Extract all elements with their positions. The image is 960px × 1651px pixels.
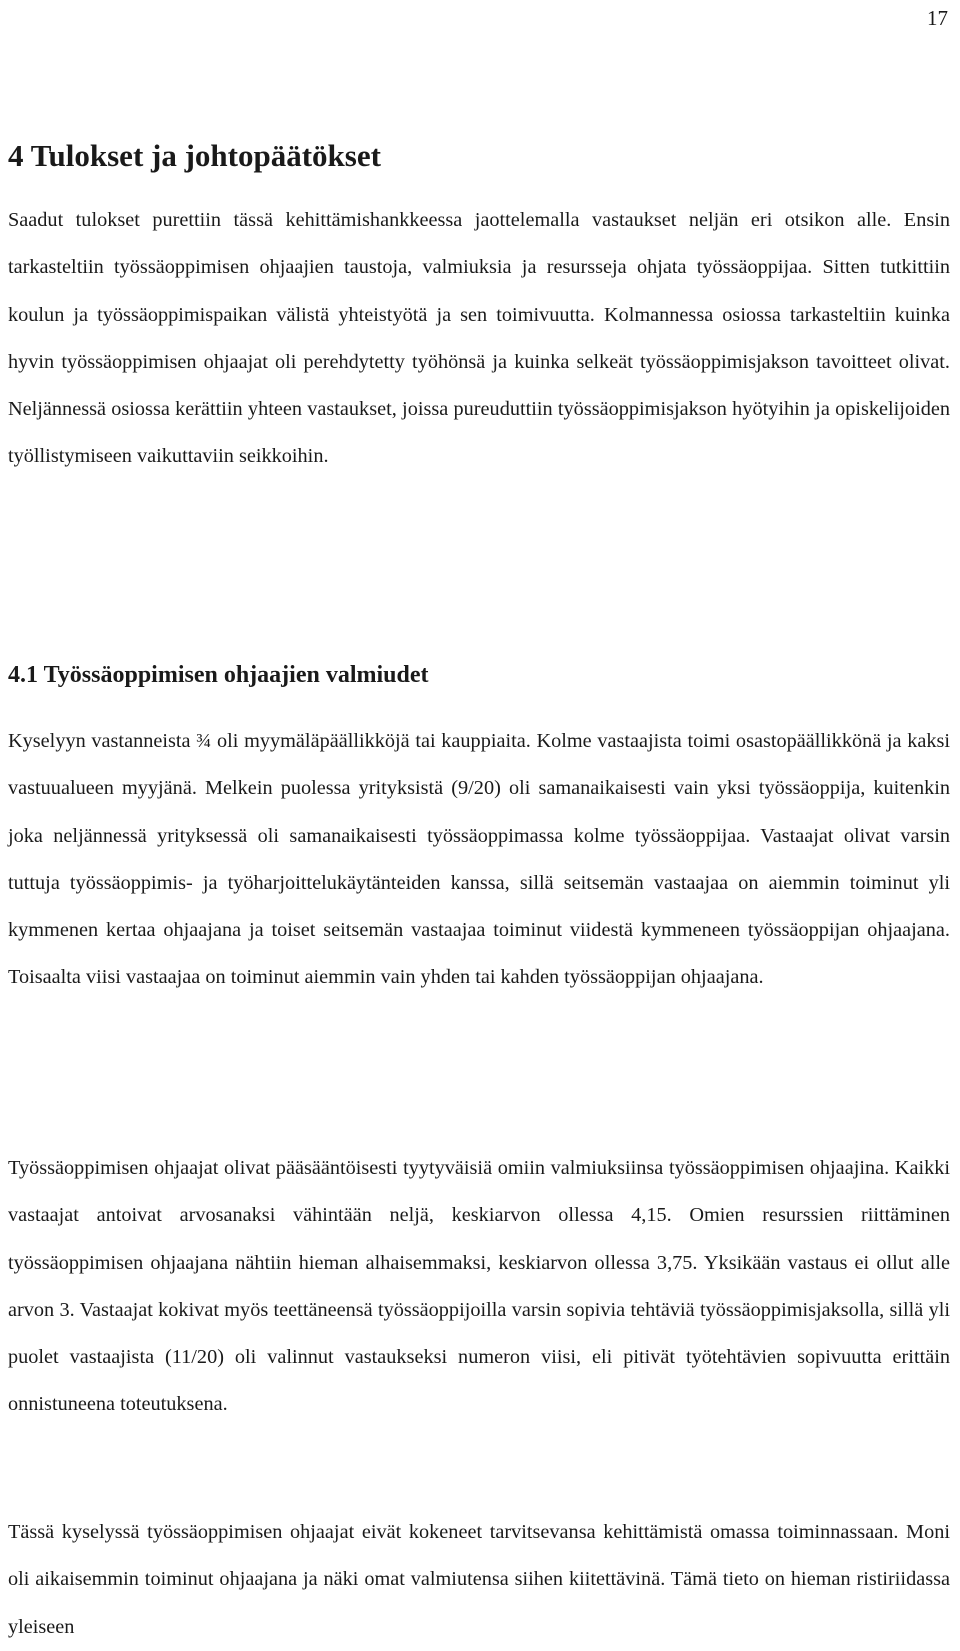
page-number: 17 xyxy=(927,6,948,30)
subsection-heading: 4.1 Työssäoppimisen ohjaajien valmiudet xyxy=(8,662,429,688)
section-heading: 4 Tulokset ja johtopäätökset xyxy=(8,138,381,173)
body-paragraph-3: Tässä kyselyssä työssäoppimisen ohjaajat eivät kokeneet tarvitsevansa kehittämistä omassa toiminnassaan. Moni oli aikaisemmin toiminut ohjaajana ja näki omat valmiutensa siihen kiitettävinä. Tämä tieto on hieman ristiriidassa yleiseen xyxy=(8,1521,950,1638)
intro-paragraph: Saadut tulokset purettiin tässä kehittämishankkeessa jaottelemalla vastaukset neljän eri otsikon alle. Ensin tarkasteltiin työssäoppimisen ohjaajien taustoja, valmiuksia ja resursseja ohjata työssäoppijaa. Sitten tutkittiin koulun ja työssäoppimispaikan välistä yhteistyötä ja sen toimivuutta. Kolmannessa osiossa tarkasteltiin kuinka hyvin työssäoppimisen ohjaajat oli perehdytetty työhönsä ja kuinka selkeät työssäoppimisjakson tavoitteet olivat. Neljännessä osiossa kerättiin yhteen vastaukset, joissa pureuduttiin työssäoppimisjakson hyötyihin ja opiskelijoiden työllistymiseen vaikuttaviin seikkoihin. xyxy=(8,209,950,468)
body-paragraph-1: Kyselyyn vastanneista ¾ oli myymäläpäällikköjä tai kauppiaita. Kolme vastaajista toimi osastopäällikkönä ja kaksi vastuualueen myyjänä. Melkein puolessa yrityksistä (9/20) oli samanaikaisesti vain yksi työssäoppija, kuitenkin joka neljännessä yrityksessä oli samanaikaisesti työssäoppimassa kolme työssäoppijaa. Vastaajat olivat varsin tuttuja työssäoppimis- ja työharjoittelukäytänteiden kanssa, sillä seitsemän vastaajaa on aiemmin toiminut yli kymmenen kertaa ohjaajana ja toiset seitsemän vastaajaa toiminut viidestä kymmeneen työssäoppijan ohjaajana. Toisaalta viisi vastaajaa on toiminut aiemmin vain yhden tai kahden työssäoppijan ohjaajana. xyxy=(8,730,950,989)
body-paragraph-2: Työssäoppimisen ohjaajat olivat pääsääntöisesti tyytyväisiä omiin valmiuksiinsa työssäoppimisen ohjaajina. Kaikki vastaajat antoivat arvosanaksi vähintään neljä, keskiarvon ollessa 4,15. Omien resurssien riittäminen työssäoppimisen ohjaajana nähtiin hieman alhaisemmaksi, keskiarvon ollessa 3,75. Yksikään vastaus ei ollut alle arvon 3. Vastaajat kokivat myös teettäneensä työssäoppijoilla varsin sopivia tehtäviä työssäoppimisjaksolla, sillä yli puolet vastaajista (11/20) oli valinnut vastaukseksi numeron viisi, eli pitivät työtehtävien sopivuutta erittäin onnistuneena toteutuksena. xyxy=(8,1157,950,1416)
